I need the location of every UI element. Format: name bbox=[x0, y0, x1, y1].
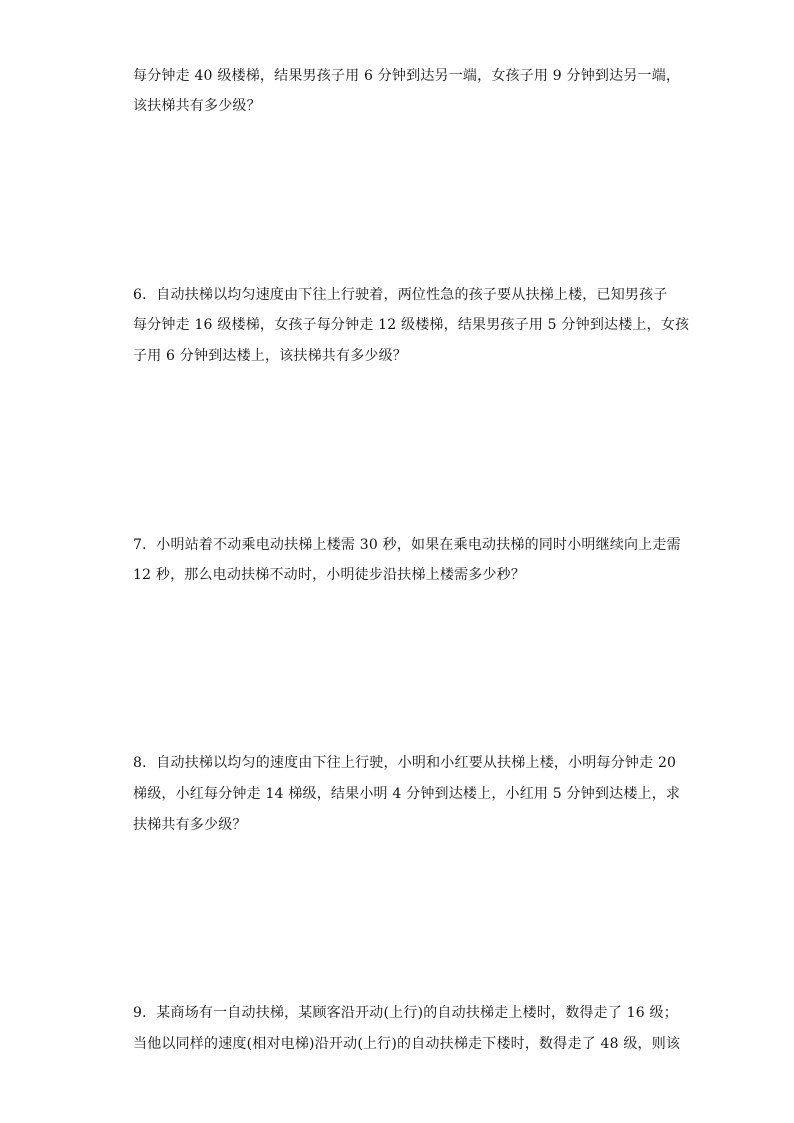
text-line: 12 秒，那么电动扶梯不动时，小明徒步沿扶梯上楼需多少秒？ bbox=[133, 567, 526, 583]
text-line: 扶梯共有多少级？ bbox=[133, 817, 247, 833]
text-line: 当他以同样的速度(相对电梯)沿开动(上行)的自动扶梯走下楼时，数得走了 48 级，则该 bbox=[133, 1036, 681, 1052]
text-line: 梯级，小红每分钟走 14 梯级，结果小明 4 分钟到达楼上，小红用 5 分钟到达楼上，求 bbox=[133, 786, 681, 802]
text-line: 9．某商场有一自动扶梯，某顾客沿开动(上行)的自动扶梯走上楼时，数得走了 16 级； bbox=[133, 1005, 678, 1021]
text-line: 该扶梯共有多少级？ bbox=[133, 98, 261, 114]
text-line: 6．自动扶梯以均匀速度由下往上行驶着，两位性急的孩子要从扶梯上楼，已知男孩子 bbox=[133, 287, 668, 303]
text-line: 8．自动扶梯以均匀的速度由下往上行驶，小明和小红要从扶梯上楼，小明每分钟走 20 bbox=[133, 755, 677, 771]
text-line: 每分钟走 16 级楼梯，女孩子每分钟走 12 级楼梯，结果男孩子用 5 分钟到达楼上，女孩 bbox=[133, 317, 690, 333]
text-line: 子用 6 分钟到达楼上，该扶梯共有多少级？ bbox=[133, 348, 408, 364]
text-line: 7．小明站着不动乘电动扶梯上楼需 30 秒，如果在乘电动扶梯的同时小明继续向上走需 bbox=[133, 537, 681, 553]
text-line: 每分钟走 40 级楼梯，结果男孩子用 6 分钟到达另一端，女孩子用 9 分钟到达另一端， bbox=[133, 68, 681, 84]
